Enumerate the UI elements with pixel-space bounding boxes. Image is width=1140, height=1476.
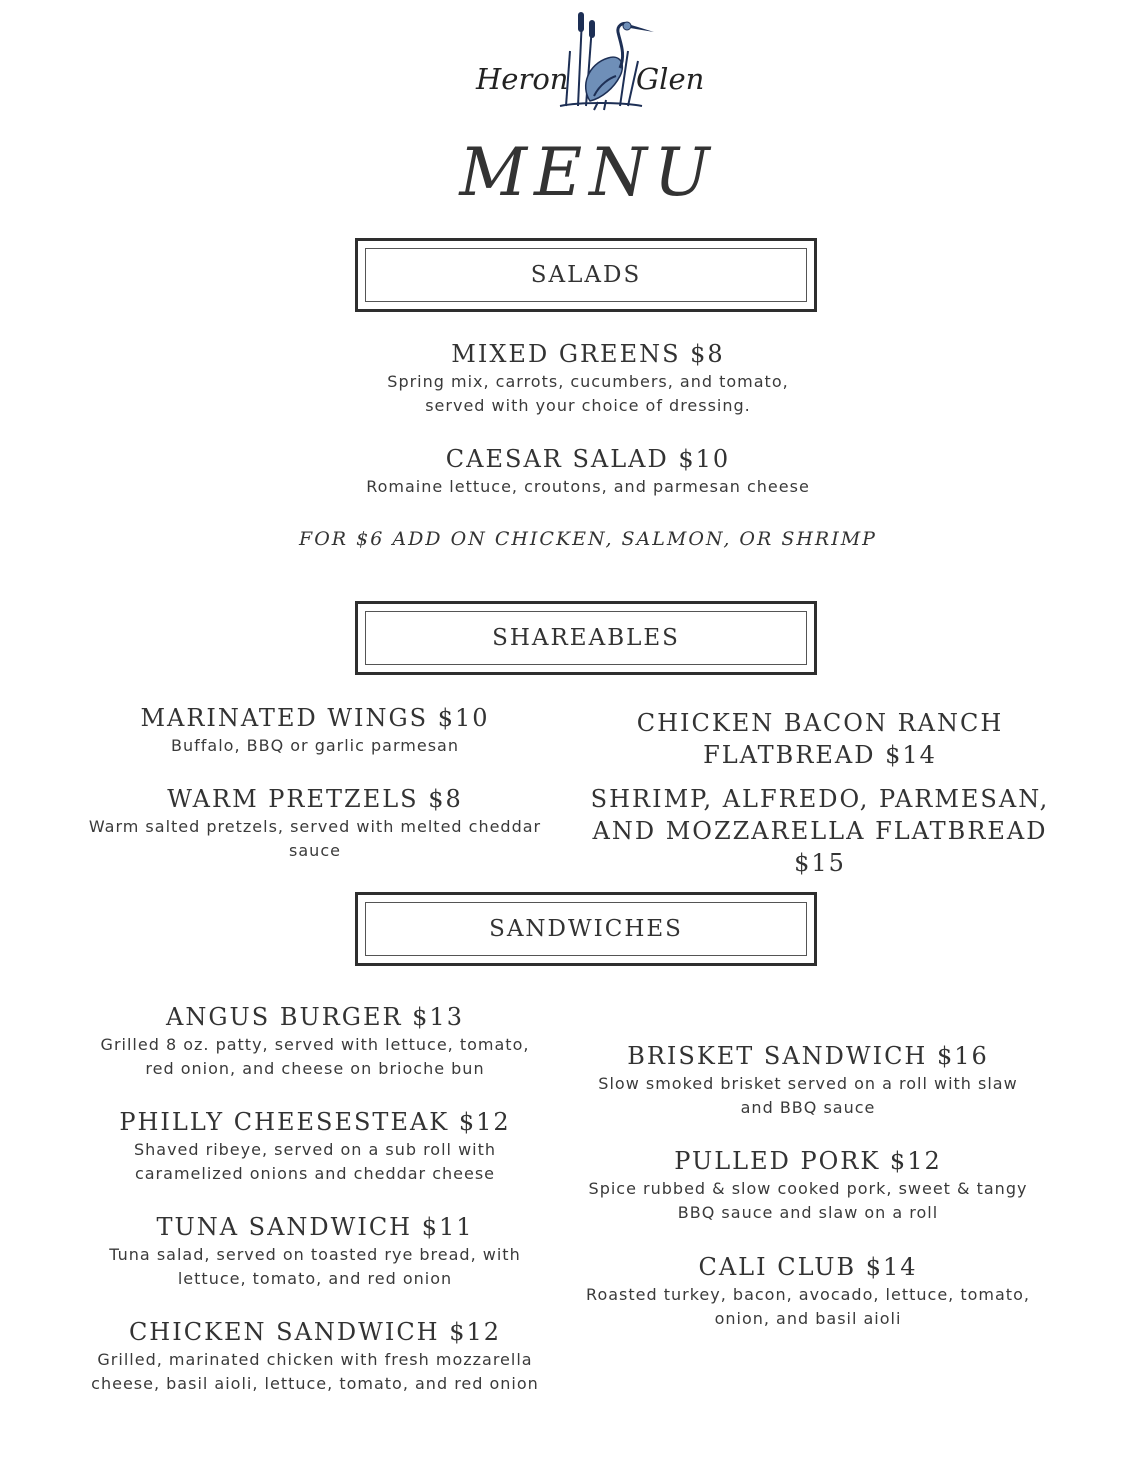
item-name: FLATBREAD $14 xyxy=(703,741,937,769)
menu-item-philly-cheesesteak xyxy=(40,1106,590,1186)
item-desc: onion, and basil aioli xyxy=(714,1309,902,1328)
shareables-heading: SHAREABLES xyxy=(365,611,807,665)
brand-left-word: Heron xyxy=(476,62,569,96)
item-name: SHRIMP, ALFREDO, PARMESAN, xyxy=(590,785,1050,813)
item-name: MARINATED WINGS $10 xyxy=(140,704,490,732)
heron-glen-logo xyxy=(470,6,706,116)
item-name: TUNA SANDWICH $11 xyxy=(156,1213,474,1241)
menu-item-cali-club xyxy=(548,1251,1068,1331)
menu-item-marinated-wings xyxy=(40,702,590,758)
item-name: PULLED PORK $12 xyxy=(674,1147,942,1175)
item-name: PHILLY CHEESESTEAK $12 xyxy=(119,1108,511,1136)
item-desc: lettuce, tomato, and red onion xyxy=(177,1269,453,1288)
item-desc: Shaved ribeye, served on a sub roll with xyxy=(133,1140,497,1159)
item-desc: Spice rubbed & slow cooked pork, sweet & tangy xyxy=(588,1179,1028,1198)
item-desc: and BBQ sauce xyxy=(740,1098,876,1117)
item-name: MIXED GREENS $8 xyxy=(451,340,725,368)
menu-item-chicken-sandwich xyxy=(40,1316,590,1396)
item-name: ANGUS BURGER $13 xyxy=(166,1003,464,1031)
brand-right-word: Glen xyxy=(636,62,705,96)
item-name: WARM PRETZELS $8 xyxy=(167,785,463,813)
item-name: CAESAR SALAD $10 xyxy=(445,445,731,473)
salad-add-on-note: FOR $6 ADD ON CHICKEN, SALMON, OR SHRIMP xyxy=(299,528,877,550)
item-desc: Grilled, marinated chicken with fresh mozzarella xyxy=(97,1350,533,1369)
salads-heading: SALADS xyxy=(365,248,807,302)
menu-item-warm-pretzels xyxy=(40,783,590,863)
item-name: CHICKEN SANDWICH $12 xyxy=(128,1318,502,1346)
item-desc: Romaine lettuce, croutons, and parmesan cheese xyxy=(366,477,810,496)
item-desc: Spring mix, carrots, cucumbers, and tomato, xyxy=(387,372,789,391)
item-desc: Grilled 8 oz. patty, served with lettuce, tomato, xyxy=(100,1035,530,1054)
item-desc: served with your choice of dressing. xyxy=(425,396,751,415)
item-desc: Slow smoked brisket served on a roll with slaw xyxy=(598,1074,1018,1093)
item-desc: sauce xyxy=(289,841,341,860)
item-name: CHICKEN BACON RANCH xyxy=(636,709,1004,737)
sandwiches-heading-box xyxy=(355,892,817,966)
menu-item-chicken-bacon-ranch-flatbread xyxy=(560,707,1080,771)
item-name: CALI CLUB $14 xyxy=(698,1253,918,1281)
menu-item-shrimp-alfredo-flatbread xyxy=(560,783,1080,879)
salads-heading-box xyxy=(355,238,817,312)
menu-item-mixed-greens xyxy=(288,338,888,418)
item-desc: Warm salted pretzels, served with melted cheddar xyxy=(88,817,542,836)
menu-item-caesar-salad xyxy=(288,443,888,499)
heron-icon xyxy=(470,6,706,116)
menu-item-pulled-pork xyxy=(548,1145,1068,1225)
item-desc: Tuna salad, served on toasted rye bread, with xyxy=(109,1245,521,1264)
item-name: AND MOZZARELLA FLATBREAD xyxy=(592,817,1048,845)
item-desc: caramelized onions and cheddar cheese xyxy=(134,1164,496,1183)
menu-title: MENU xyxy=(459,134,717,211)
item-name: BRISKET SANDWICH $16 xyxy=(627,1042,989,1070)
menu-item-brisket-sandwich xyxy=(548,1040,1068,1120)
item-name: $15 xyxy=(794,849,846,877)
item-desc: cheese, basil aioli, lettuce, tomato, and red onion xyxy=(91,1374,539,1393)
item-desc: Buffalo, BBQ or garlic parmesan xyxy=(171,736,459,755)
menu-item-angus-burger xyxy=(40,1001,590,1081)
item-desc: BBQ sauce and slaw on a roll xyxy=(677,1203,939,1222)
item-desc: Roasted turkey, bacon, avocado, lettuce, tomato, xyxy=(586,1285,1030,1304)
item-desc: red onion, and cheese on brioche bun xyxy=(145,1059,485,1078)
sandwiches-heading: SANDWICHES xyxy=(365,902,807,956)
shareables-heading-box xyxy=(355,601,817,675)
menu-item-tuna-sandwich xyxy=(40,1211,590,1291)
